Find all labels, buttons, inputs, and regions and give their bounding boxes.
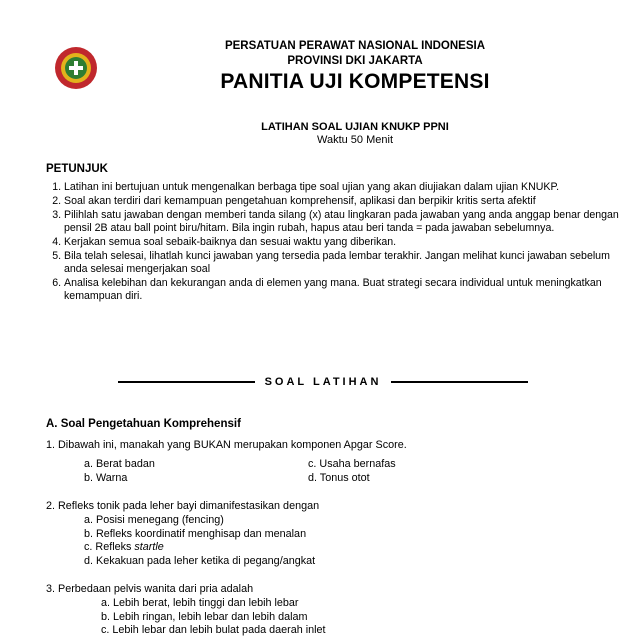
- q2-option-a: a. Posisi menegang (fencing): [84, 514, 224, 526]
- question-2: 2. Refleks tonik pada leher bayi dimanifestasikan dengan: [46, 500, 320, 512]
- q3-option-c: c. Lebih lebar dan lebih bulat pada daerah inlet: [101, 624, 326, 636]
- instruction-item: 5. Bila telah selesai, lihatlah kunci jawaban yang tersedia pada lembar terakhir. Jangan melihat kunci jawaban sebelum anda selesai mengerjakan soal: [64, 250, 624, 276]
- time-limit: Waktu 50 Menit: [316, 134, 393, 146]
- q2-option-b: b. Refleks koordinatif menghisap dan menalan: [84, 527, 307, 540]
- divider-line-left: [118, 381, 255, 383]
- q3-option-b: b. Lebih ringan, lebih lebar dan lebih dalam: [101, 610, 308, 623]
- q1-options-left: [84, 458, 155, 485]
- q1-options-right: [308, 458, 396, 485]
- divider-text: SOAL LATIHAN: [264, 376, 382, 388]
- q2-option-d: d. Kekakuan pada leher ketika di pegang/angkat: [84, 554, 316, 567]
- question-3: 3. Perbedaan pelvis wanita dari pria adalah: [46, 583, 254, 595]
- q3-options: [101, 597, 326, 638]
- q2-options: [84, 514, 315, 568]
- document-title: LATIHAN SOAL UJIAN KNUKP PPNI: [261, 121, 449, 133]
- instruction-item: 2. Soal akan terdiri dari kemampuan pengetahuan komprehensif, aplikasi dan berpikir kritis serta afektif: [64, 195, 624, 208]
- section-a-title: A. Soal Pengetahuan Komprehensif: [46, 418, 241, 430]
- instruction-item: 3. Pilihlah satu jawaban dengan memberi tanda silang (x) atau lingkaran pada jawaban yang anda anggap benar dengan pensil 2B atau ball point biru/hitam. Bila ingin rubah, hapus atau beri tanda = pada jawaban sebelumnya.: [64, 209, 624, 235]
- committee-title: PANITIA UJI KOMPETENSI: [220, 70, 490, 93]
- instruction-item: 1. Latihan ini bertujuan untuk mengenalkan berbaga tipe soal ujian yang akan diujiakan dalam ujian KNUKP.: [64, 181, 624, 194]
- q3-option-a: a. Lebih berat, lebih tinggi dan lebih lebar: [101, 597, 299, 609]
- instructions-list: [46, 181, 624, 304]
- question-1: 1. Dibawah ini, manakah yang BUKAN merupakan komponen Apgar Score.: [46, 439, 407, 451]
- q2-option-c-italic: startle: [134, 541, 164, 553]
- q1-option-b: b. Warna: [84, 471, 128, 484]
- divider-line-right: [391, 381, 528, 383]
- q1-option-a: a. Berat badan: [84, 458, 155, 470]
- q1-option-c: c. Usaha bernafas: [308, 458, 396, 470]
- org-name: PERSATUAN PERAWAT NASIONAL INDONESIA: [224, 40, 486, 52]
- instructions-heading: PETUNJUK: [46, 163, 108, 175]
- ppni-logo: [54, 46, 98, 90]
- q2-option-c: [84, 541, 315, 555]
- q1-option-d: d. Tonus otot: [308, 471, 370, 484]
- q2-option-c-label: c. Refleks: [84, 541, 135, 553]
- instruction-item: 6. Analisa kelebihan dan kekurangan anda di elemen yang mana. Buat strategi secara individual untuk meningkatkan kemampuan diri.: [64, 277, 624, 303]
- instruction-item: 4. Kerjakan semua soal sebaik-baiknya dan sesuai waktu yang diberikan.: [64, 236, 624, 249]
- section-divider: [118, 376, 528, 388]
- province-name: PROVINSI DKI JAKARTA: [287, 55, 423, 67]
